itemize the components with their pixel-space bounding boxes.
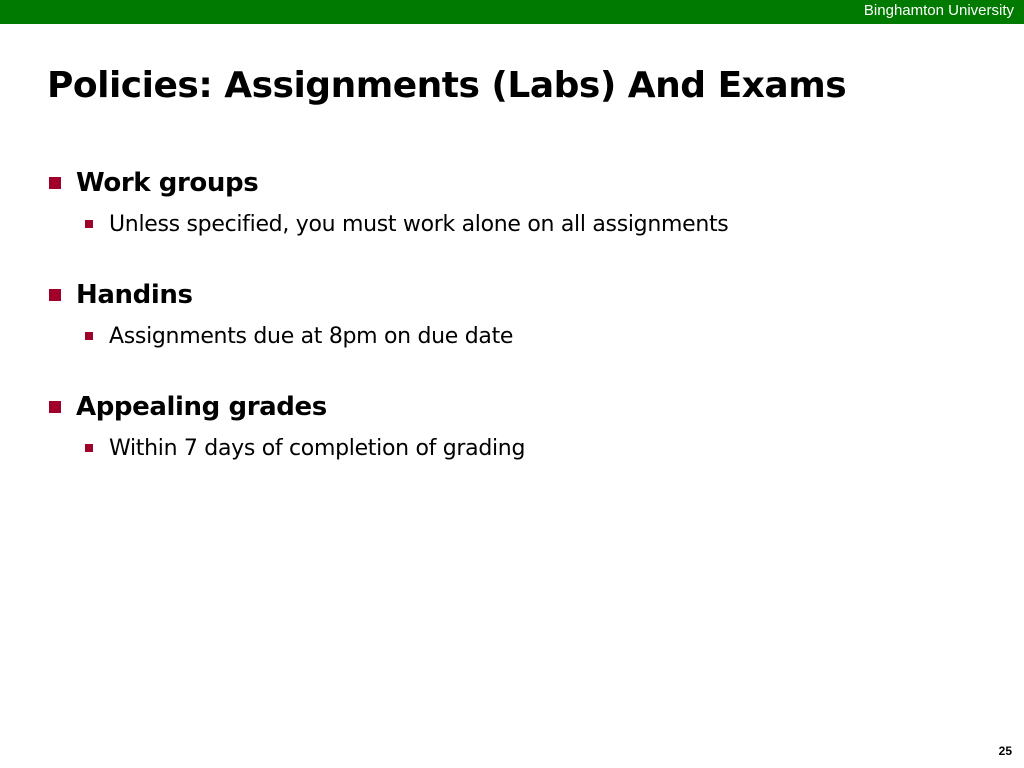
sub-bullet-text: Unless specified, you must work alone on all assignments: [109, 211, 729, 237]
section-heading: Work groups: [76, 168, 259, 198]
section-heading: Handins: [76, 280, 193, 310]
sub-bullet-item: [85, 209, 987, 239]
bullet-item: [47, 277, 987, 313]
bullet-item: [47, 389, 987, 425]
section-heading: Appealing grades: [76, 392, 327, 422]
slide-title: Policies: Assignments (Labs) And Exams: [47, 65, 847, 106]
org-name: Binghamton University: [863, 2, 1014, 19]
section-work-groups: [47, 165, 987, 239]
sub-bullet-text: Within 7 days of completion of grading: [109, 435, 526, 461]
header-bar: [0, 0, 1024, 24]
square-bullet-icon: [49, 401, 61, 413]
small-square-bullet-icon: [85, 444, 93, 452]
slide-content: [47, 165, 987, 463]
small-square-bullet-icon: [85, 220, 93, 228]
small-square-bullet-icon: [85, 332, 93, 340]
page-number: 25: [998, 744, 1012, 758]
sub-bullet-item: [85, 321, 987, 351]
sub-bullet-text: Assignments due at 8pm on due date: [109, 323, 514, 349]
sub-bullet-item: [85, 433, 987, 463]
section-appealing-grades: [47, 389, 987, 463]
square-bullet-icon: [49, 289, 61, 301]
bullet-item: [47, 165, 987, 201]
square-bullet-icon: [49, 177, 61, 189]
section-handins: [47, 277, 987, 351]
